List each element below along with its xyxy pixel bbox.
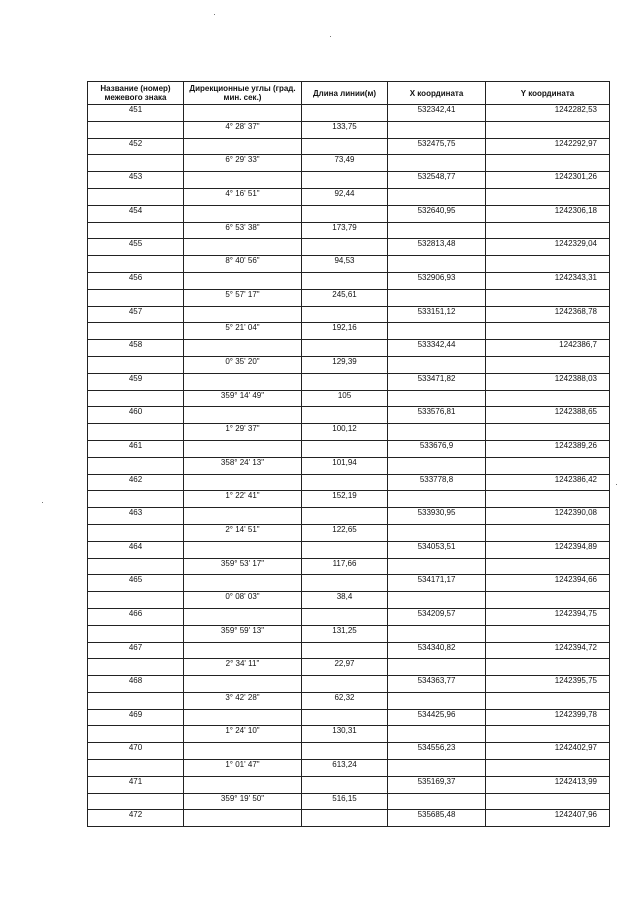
- x-coordinate: 533930,95: [388, 508, 486, 525]
- point-name: 454: [88, 205, 184, 222]
- direction-angle-empty: [184, 373, 302, 390]
- y-coordinate-empty: [486, 793, 610, 810]
- line-length-empty: [302, 810, 388, 827]
- line-length-empty: [302, 508, 388, 525]
- y-coordinate-empty: [486, 592, 610, 609]
- direction-angle: 5° 21' 04": [184, 323, 302, 340]
- y-coordinate: 1242394,75: [486, 608, 610, 625]
- line-length: 94,53: [302, 256, 388, 273]
- point-name-empty: [88, 692, 184, 709]
- line-length: 133,75: [302, 121, 388, 138]
- y-coordinate: 1242394,66: [486, 575, 610, 592]
- point-name-empty: [88, 726, 184, 743]
- x-coordinate-empty: [388, 356, 486, 373]
- direction-angle: 2° 14' 51": [184, 524, 302, 541]
- line-length: 100,12: [302, 424, 388, 441]
- x-coordinate-empty: [388, 692, 486, 709]
- point-name-empty: [88, 121, 184, 138]
- direction-angle-empty: [184, 172, 302, 189]
- y-coordinate: 1242389,26: [486, 440, 610, 457]
- point-name: 465: [88, 575, 184, 592]
- point-name: 464: [88, 541, 184, 558]
- y-coordinate: 1242394,72: [486, 642, 610, 659]
- point-name-empty: [88, 356, 184, 373]
- y-coordinate: 1242329,04: [486, 239, 610, 256]
- segment-row: [88, 121, 610, 138]
- direction-angle: 1° 22' 41": [184, 491, 302, 508]
- x-coordinate-empty: [388, 558, 486, 575]
- point-row: [88, 474, 610, 491]
- direction-angle: 359° 53' 17": [184, 558, 302, 575]
- line-length: 613,24: [302, 760, 388, 777]
- line-length-empty: [302, 541, 388, 558]
- x-coordinate-empty: [388, 457, 486, 474]
- point-name-empty: [88, 524, 184, 541]
- scan-speck: [214, 14, 215, 15]
- point-name: 461: [88, 440, 184, 457]
- direction-angle-empty: [184, 608, 302, 625]
- line-length-empty: [302, 709, 388, 726]
- direction-angle: 0° 35' 20": [184, 356, 302, 373]
- y-coordinate: 1242386,7: [486, 340, 610, 357]
- segment-row: [88, 188, 610, 205]
- point-name-empty: [88, 491, 184, 508]
- point-name: 453: [88, 172, 184, 189]
- y-coordinate-empty: [486, 524, 610, 541]
- direction-angle: 359° 14' 49": [184, 390, 302, 407]
- direction-angle: 1° 24' 10": [184, 726, 302, 743]
- y-coordinate: 1242407,96: [486, 810, 610, 827]
- x-coordinate-empty: [388, 256, 486, 273]
- line-length: 73,49: [302, 155, 388, 172]
- direction-angle: 4° 16' 51": [184, 188, 302, 205]
- direction-angle-empty: [184, 306, 302, 323]
- point-row: [88, 340, 610, 357]
- line-length-empty: [302, 407, 388, 424]
- point-row: [88, 306, 610, 323]
- y-coordinate: 1242282,53: [486, 105, 610, 122]
- y-coordinate: 1242402,97: [486, 743, 610, 760]
- scan-speck: [330, 36, 331, 37]
- y-coordinate-empty: [486, 256, 610, 273]
- segment-row: [88, 659, 610, 676]
- x-coordinate-empty: [388, 760, 486, 777]
- y-coordinate: 1242390,08: [486, 508, 610, 525]
- x-coordinate-empty: [388, 289, 486, 306]
- direction-angle-empty: [184, 642, 302, 659]
- direction-angle: 5° 57' 17": [184, 289, 302, 306]
- segment-row: [88, 692, 610, 709]
- line-length-empty: [302, 205, 388, 222]
- x-coordinate: 533471,82: [388, 373, 486, 390]
- segment-row: [88, 524, 610, 541]
- scan-speck: [42, 502, 43, 503]
- direction-angle: 1° 01' 47": [184, 760, 302, 777]
- y-coordinate: 1242301,26: [486, 172, 610, 189]
- line-length: 122,65: [302, 524, 388, 541]
- x-coordinate-empty: [388, 424, 486, 441]
- point-name: 456: [88, 272, 184, 289]
- point-name: 452: [88, 138, 184, 155]
- x-coordinate: 535685,48: [388, 810, 486, 827]
- x-coordinate: 534053,51: [388, 541, 486, 558]
- header-x: X координата: [388, 82, 486, 105]
- point-name: 459: [88, 373, 184, 390]
- line-length-empty: [302, 642, 388, 659]
- point-name-empty: [88, 222, 184, 239]
- y-coordinate: 1242395,75: [486, 676, 610, 693]
- line-length: 516,15: [302, 793, 388, 810]
- point-name: 457: [88, 306, 184, 323]
- point-name-empty: [88, 188, 184, 205]
- x-coordinate-empty: [388, 323, 486, 340]
- segment-row: [88, 625, 610, 642]
- line-length-empty: [302, 138, 388, 155]
- x-coordinate-empty: [388, 659, 486, 676]
- point-name: 468: [88, 676, 184, 693]
- point-row: [88, 105, 610, 122]
- direction-angle-empty: [184, 575, 302, 592]
- point-name: 455: [88, 239, 184, 256]
- direction-angle-empty: [184, 407, 302, 424]
- x-coordinate: 534425,96: [388, 709, 486, 726]
- x-coordinate-empty: [388, 390, 486, 407]
- x-coordinate-empty: [388, 592, 486, 609]
- x-coordinate: 532640,95: [388, 205, 486, 222]
- x-coordinate: 534363,77: [388, 676, 486, 693]
- direction-angle-empty: [184, 676, 302, 693]
- x-coordinate: 533778,8: [388, 474, 486, 491]
- point-name-empty: [88, 289, 184, 306]
- line-length: 245,61: [302, 289, 388, 306]
- table-body: [88, 105, 610, 827]
- x-coordinate: 533342,44: [388, 340, 486, 357]
- y-coordinate-empty: [486, 188, 610, 205]
- direction-angle-empty: [184, 138, 302, 155]
- point-name-empty: [88, 592, 184, 609]
- direction-angle-empty: [184, 508, 302, 525]
- point-name-empty: [88, 390, 184, 407]
- line-length-empty: [302, 474, 388, 491]
- x-coordinate: 532342,41: [388, 105, 486, 122]
- point-row: [88, 676, 610, 693]
- line-length-empty: [302, 676, 388, 693]
- point-name: 466: [88, 608, 184, 625]
- line-length: 92,44: [302, 188, 388, 205]
- point-name: 462: [88, 474, 184, 491]
- direction-angle: 3° 42' 28": [184, 692, 302, 709]
- segment-row: [88, 457, 610, 474]
- segment-row: [88, 256, 610, 273]
- point-row: [88, 709, 610, 726]
- direction-angle-empty: [184, 709, 302, 726]
- direction-angle: 2° 34' 11": [184, 659, 302, 676]
- line-length-empty: [302, 239, 388, 256]
- segment-row: [88, 491, 610, 508]
- point-row: [88, 373, 610, 390]
- x-coordinate-empty: [388, 625, 486, 642]
- line-length: 173,79: [302, 222, 388, 239]
- x-coordinate-empty: [388, 491, 486, 508]
- line-length-empty: [302, 743, 388, 760]
- line-length: 152,19: [302, 491, 388, 508]
- direction-angle: 4° 28' 37": [184, 121, 302, 138]
- segment-row: [88, 390, 610, 407]
- line-length: 38,4: [302, 592, 388, 609]
- x-coordinate: 533676,9: [388, 440, 486, 457]
- x-coordinate-empty: [388, 793, 486, 810]
- header-angles: Дирекционные углы (град. мин. сек.): [184, 82, 302, 105]
- direction-angle-empty: [184, 541, 302, 558]
- direction-angle-empty: [184, 440, 302, 457]
- segment-row: [88, 592, 610, 609]
- direction-angle-empty: [184, 743, 302, 760]
- x-coordinate: 532813,48: [388, 239, 486, 256]
- point-name: 460: [88, 407, 184, 424]
- line-length: 117,66: [302, 558, 388, 575]
- point-name: 469: [88, 709, 184, 726]
- line-length-empty: [302, 575, 388, 592]
- x-coordinate-empty: [388, 121, 486, 138]
- direction-angle: 358° 24' 13": [184, 457, 302, 474]
- point-row: [88, 239, 610, 256]
- segment-row: [88, 155, 610, 172]
- y-coordinate-empty: [486, 390, 610, 407]
- direction-angle: 1° 29' 37": [184, 424, 302, 441]
- x-coordinate-empty: [388, 524, 486, 541]
- point-row: [88, 575, 610, 592]
- x-coordinate: 534556,23: [388, 743, 486, 760]
- y-coordinate-empty: [486, 457, 610, 474]
- line-length: 105: [302, 390, 388, 407]
- table-header-row: [88, 82, 610, 105]
- x-coordinate: 534340,82: [388, 642, 486, 659]
- y-coordinate-empty: [486, 356, 610, 373]
- direction-angle: 359° 19' 50": [184, 793, 302, 810]
- line-length-empty: [302, 306, 388, 323]
- line-length: 22,97: [302, 659, 388, 676]
- point-name-empty: [88, 793, 184, 810]
- point-name: 467: [88, 642, 184, 659]
- y-coordinate-empty: [486, 491, 610, 508]
- segment-row: [88, 289, 610, 306]
- segment-row: [88, 760, 610, 777]
- line-length: 131,25: [302, 625, 388, 642]
- point-name-empty: [88, 558, 184, 575]
- direction-angle-empty: [184, 239, 302, 256]
- point-name-empty: [88, 625, 184, 642]
- y-coordinate-empty: [486, 424, 610, 441]
- line-length-empty: [302, 105, 388, 122]
- point-name: 458: [88, 340, 184, 357]
- header-y: Y координата: [486, 82, 610, 105]
- x-coordinate: 534209,57: [388, 608, 486, 625]
- y-coordinate: 1242413,99: [486, 776, 610, 793]
- direction-angle-empty: [184, 810, 302, 827]
- line-length: 130,31: [302, 726, 388, 743]
- point-row: [88, 407, 610, 424]
- y-coordinate-empty: [486, 726, 610, 743]
- point-name-empty: [88, 256, 184, 273]
- direction-angle: 6° 53' 38": [184, 222, 302, 239]
- direction-angle: 359° 59' 13": [184, 625, 302, 642]
- point-row: [88, 642, 610, 659]
- line-length-empty: [302, 608, 388, 625]
- direction-angle: 0° 08' 03": [184, 592, 302, 609]
- point-row: [88, 608, 610, 625]
- point-name: 451: [88, 105, 184, 122]
- x-coordinate: 535169,37: [388, 776, 486, 793]
- direction-angle: 8° 40' 56": [184, 256, 302, 273]
- x-coordinate-empty: [388, 188, 486, 205]
- point-row: [88, 541, 610, 558]
- y-coordinate-empty: [486, 222, 610, 239]
- x-coordinate-empty: [388, 155, 486, 172]
- y-coordinate-empty: [486, 323, 610, 340]
- x-coordinate: 533576,81: [388, 407, 486, 424]
- y-coordinate: 1242399,78: [486, 709, 610, 726]
- y-coordinate: 1242394,89: [486, 541, 610, 558]
- x-coordinate-empty: [388, 222, 486, 239]
- y-coordinate-empty: [486, 121, 610, 138]
- line-length: 101,94: [302, 457, 388, 474]
- point-row: [88, 508, 610, 525]
- y-coordinate: 1242368,78: [486, 306, 610, 323]
- boundary-points-table-wrapper: [87, 81, 609, 827]
- x-coordinate: 533151,12: [388, 306, 486, 323]
- point-name-empty: [88, 760, 184, 777]
- line-length: 192,16: [302, 323, 388, 340]
- segment-row: [88, 793, 610, 810]
- x-coordinate: 532906,93: [388, 272, 486, 289]
- y-coordinate: 1242292,97: [486, 138, 610, 155]
- line-length: 62,32: [302, 692, 388, 709]
- line-length-empty: [302, 440, 388, 457]
- y-coordinate-empty: [486, 692, 610, 709]
- y-coordinate-empty: [486, 558, 610, 575]
- y-coordinate: 1242388,03: [486, 373, 610, 390]
- direction-angle-empty: [184, 205, 302, 222]
- header-name: Название (номер) межевого знака: [88, 82, 184, 105]
- y-coordinate: 1242306,18: [486, 205, 610, 222]
- point-name-empty: [88, 457, 184, 474]
- point-row: [88, 138, 610, 155]
- point-row: [88, 776, 610, 793]
- x-coordinate: 532548,77: [388, 172, 486, 189]
- point-name: 470: [88, 743, 184, 760]
- direction-angle-empty: [184, 272, 302, 289]
- direction-angle-empty: [184, 474, 302, 491]
- line-length-empty: [302, 373, 388, 390]
- point-row: [88, 810, 610, 827]
- y-coordinate: 1242388,65: [486, 407, 610, 424]
- point-name-empty: [88, 424, 184, 441]
- line-length: 129,39: [302, 356, 388, 373]
- point-name-empty: [88, 155, 184, 172]
- y-coordinate: 1242343,31: [486, 272, 610, 289]
- point-row: [88, 743, 610, 760]
- segment-row: [88, 558, 610, 575]
- y-coordinate-empty: [486, 155, 610, 172]
- y-coordinate-empty: [486, 760, 610, 777]
- y-coordinate-empty: [486, 625, 610, 642]
- header-length: Длина линии(м): [302, 82, 388, 105]
- direction-angle: 6° 29' 33": [184, 155, 302, 172]
- segment-row: [88, 424, 610, 441]
- line-length-empty: [302, 272, 388, 289]
- direction-angle-empty: [184, 776, 302, 793]
- point-name-empty: [88, 323, 184, 340]
- point-row: [88, 440, 610, 457]
- segment-row: [88, 222, 610, 239]
- x-coordinate: 534171,17: [388, 575, 486, 592]
- point-row: [88, 205, 610, 222]
- boundary-points-table: [87, 81, 610, 827]
- line-length-empty: [302, 340, 388, 357]
- point-row: [88, 172, 610, 189]
- scan-speck: [616, 484, 617, 485]
- point-name: 471: [88, 776, 184, 793]
- y-coordinate: 1242386,42: [486, 474, 610, 491]
- point-name-empty: [88, 659, 184, 676]
- line-length-empty: [302, 776, 388, 793]
- segment-row: [88, 323, 610, 340]
- x-coordinate-empty: [388, 726, 486, 743]
- y-coordinate-empty: [486, 659, 610, 676]
- segment-row: [88, 356, 610, 373]
- x-coordinate: 532475,75: [388, 138, 486, 155]
- direction-angle-empty: [184, 340, 302, 357]
- line-length-empty: [302, 172, 388, 189]
- direction-angle-empty: [184, 105, 302, 122]
- y-coordinate-empty: [486, 289, 610, 306]
- segment-row: [88, 726, 610, 743]
- point-name: 463: [88, 508, 184, 525]
- point-row: [88, 272, 610, 289]
- point-name: 472: [88, 810, 184, 827]
